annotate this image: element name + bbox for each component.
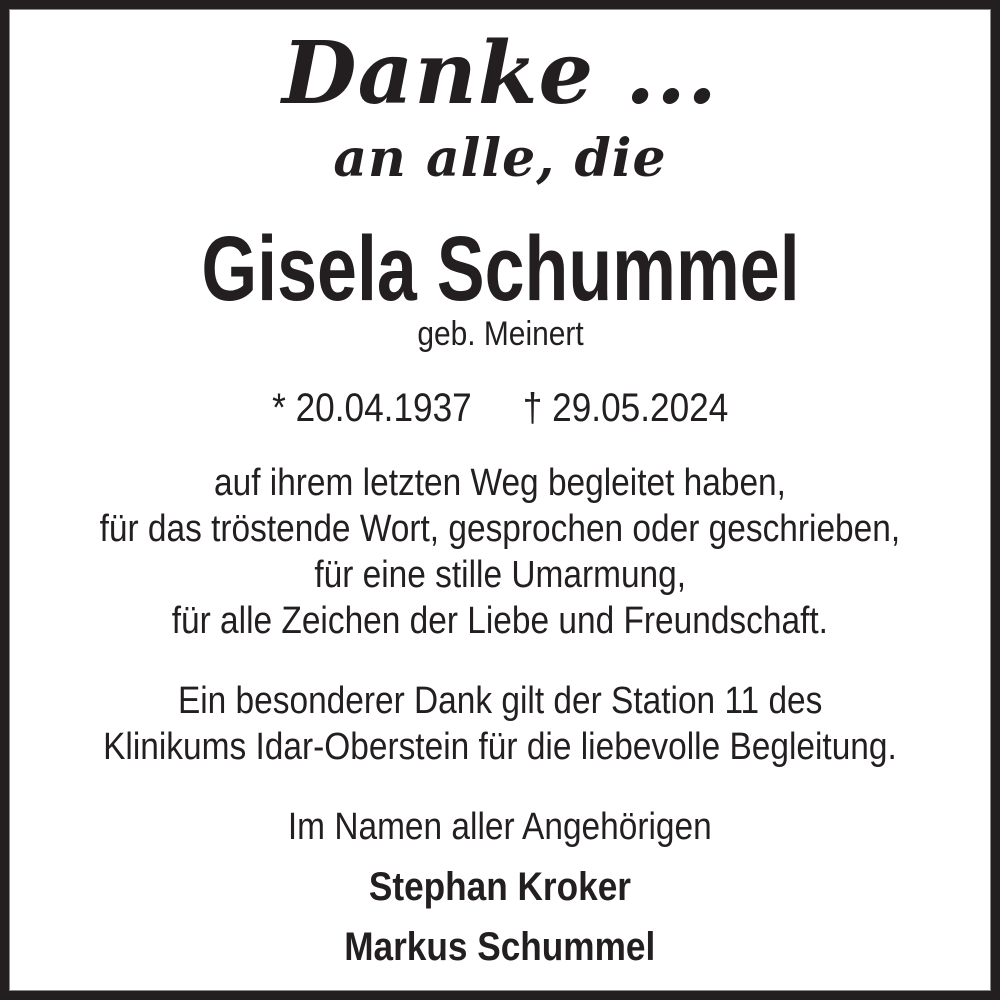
birth-date: * 20.04.1937 [271, 386, 472, 430]
death-date: † 29.05.2024 [522, 386, 729, 430]
gratitude-line-text: für das tröstende Wort, gesprochen oder geschrieben, [99, 508, 901, 550]
special-thanks-line [9, 678, 991, 724]
gratitude-line [9, 598, 991, 644]
life-dates-inner [272, 388, 728, 428]
headline-danke-text: Danke ... [282, 23, 718, 124]
special-thanks-line-text: Klinikums Idar-Oberstein für die liebevolle Begleitung. [103, 726, 897, 768]
signatory-1-text: Stephan Kroker [368, 865, 632, 909]
headline-danke [9, 23, 991, 124]
headline-an-alle-die-text: an alle, die [333, 128, 667, 189]
special-thanks-line-text: Ein besonderer Dank gilt der Station 11 des [177, 680, 823, 722]
special-thanks-text [9, 678, 991, 770]
closing-line [9, 808, 991, 846]
life-dates [9, 388, 991, 428]
headline-an-alle-die [9, 128, 991, 189]
gratitude-line-text: für alle Zeichen der Liebe und Freundschaft. [171, 600, 829, 642]
gratitude-line-text: auf ihrem letzten Weg begleitet haben, [214, 462, 786, 504]
maiden-name [9, 317, 991, 351]
gratitude-line-text: für eine stille Umarmung, [314, 554, 686, 596]
gratitude-line [9, 460, 991, 506]
gratitude-line [9, 506, 991, 552]
signatory-2 [9, 927, 991, 967]
signatory-2-text: Markus Schummel [344, 925, 656, 969]
deceased-name-text: Gisela Schummel [200, 218, 800, 320]
deceased-name [9, 218, 991, 320]
special-thanks-line [9, 724, 991, 770]
signatory-1 [9, 867, 991, 907]
closing-line-text: Im Namen aller Angehörigen [288, 806, 712, 848]
gratitude-line [9, 552, 991, 598]
gratitude-text [9, 460, 991, 644]
maiden-name-text: geb. Meinert [416, 315, 584, 353]
